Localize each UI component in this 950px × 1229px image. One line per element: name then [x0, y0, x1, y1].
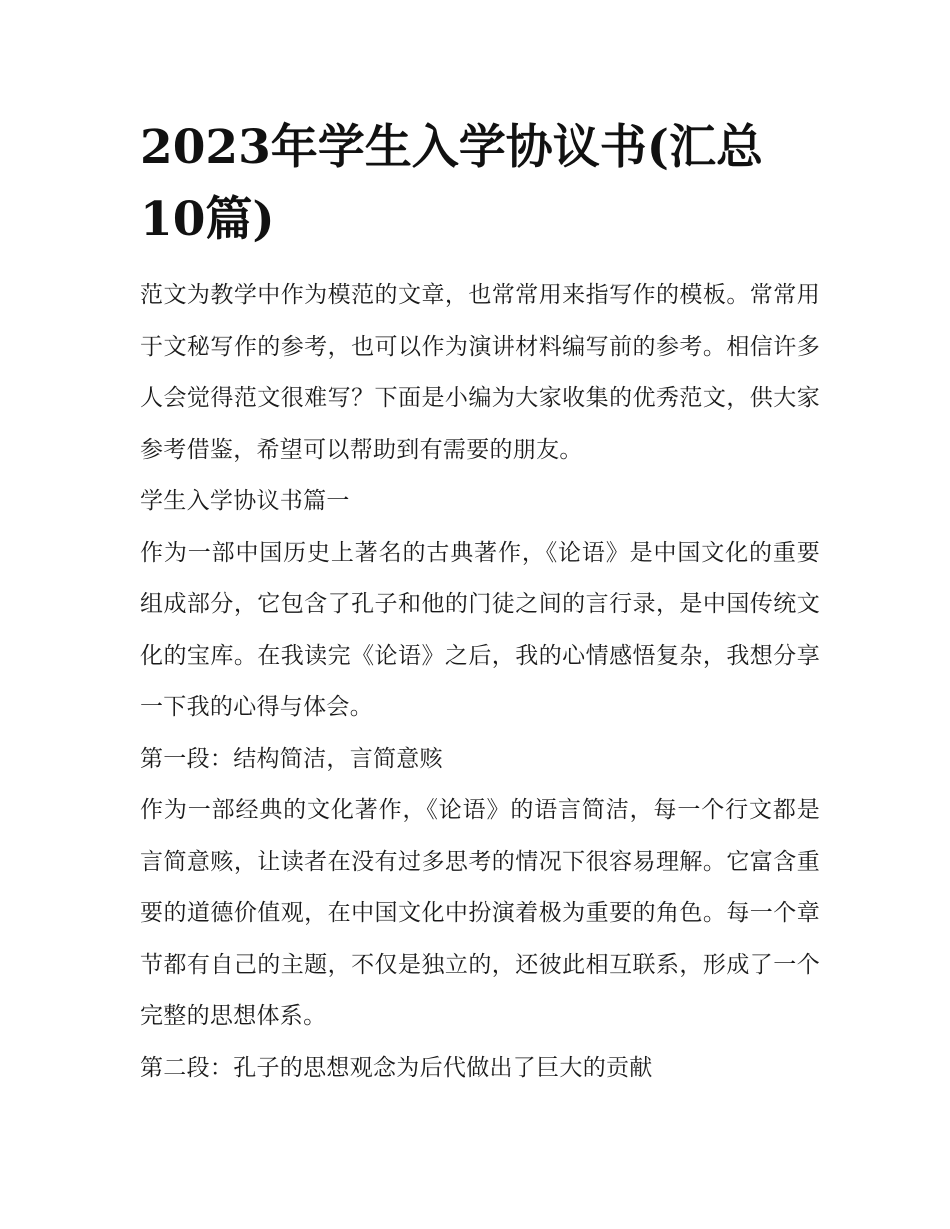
body-paragraph-1: 作为一部中国历史上著名的古典著作，《论语》是中国文化的重要组成部分，它包含了孔子和他的门徒之间的言行录，是中国传统文化的宝库。在我读完《论语》之后，我的心情感悟复杂，我想分享一下我的心得与体会。: [140, 539, 820, 720]
subheading-1: 第一段：结构简洁，言简意赅: [140, 745, 443, 772]
document-body: [140, 270, 820, 1094]
intro-paragraph: 范文为教学中作为模范的文章，也常常用来指写作的模板。常常用于文秘写作的参考，也可以作为演讲材料编写前的参考。相信许多人会觉得范文很难写？下面是小编为大家收集的优秀范文，供大家参考借鉴，希望可以帮助到有需要的朋友。: [140, 282, 820, 463]
section-heading-1: 学生入学协议书篇一: [140, 488, 350, 514]
body-paragraph-2: 作为一部经典的文化著作，《论语》的语言简洁，每一个行文都是言简意赅，让读者在没有过多思考的情况下很容易理解。它富含重要的道德价值观，在中国文化中扮演着极为重要的角色。每一个章节都有自己的主题，不仅是独立的，还彼此相互联系，形成了一个完整的思想体系。: [140, 797, 820, 1029]
document-page: [140, 112, 820, 1094]
document-title: 2023年学生入学协议书(汇总10篇): [140, 120, 764, 247]
subheading-2: 第二段：孔子的思想观念为后代做出了巨大的贡献: [140, 1054, 653, 1081]
